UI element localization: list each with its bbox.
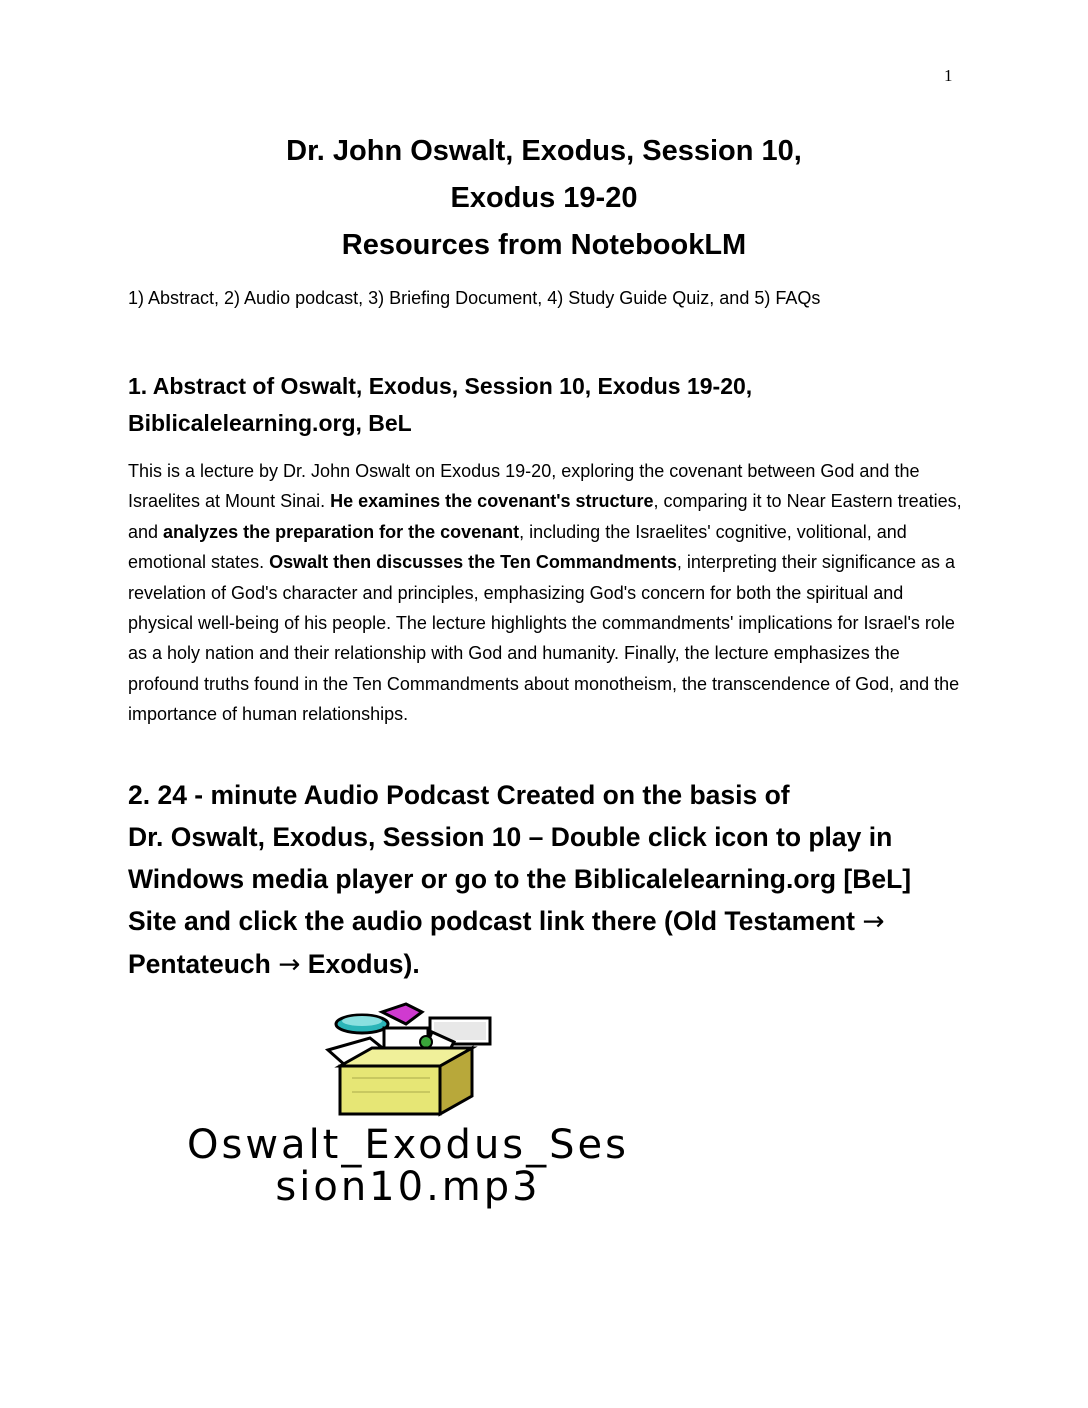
podcast-line-2: Dr. Oswalt, Exodus, Session 10 – Double click icon to play in bbox=[128, 822, 893, 852]
document-title bbox=[0, 128, 1088, 269]
abstract-text-4: , interpreting their significance as a revelation of God's character and principles, emphasizing God's concern for both the spiritual and physical well-being of his people. The lecture highlights the commandments' implications for Israel's role as a holy nation and their relationship with God and humanity. Finally, the lecture emphasizes the profound truths found in the Ten Commandments about monotheism, the transcendence of God, and the importance of human relationships. bbox=[128, 552, 960, 725]
abstract-bold-3: Oswalt then discusses the Ten Commandments bbox=[269, 552, 677, 573]
podcast-line-3: Windows media player or go to the Biblicalelearning.org [BeL] bbox=[128, 864, 912, 894]
abstract-bold-2: analyzes the preparation for the covenant bbox=[163, 521, 520, 542]
arrow-right-icon: → bbox=[278, 949, 301, 980]
abstract-heading-line-2: Biblicalelearning.org, BeL bbox=[128, 410, 412, 436]
media-file-name[interactable] bbox=[128, 1124, 688, 1208]
podcast-line-4: Site and click the audio podcast link there (Old Testament bbox=[128, 906, 863, 936]
abstract-heading bbox=[128, 368, 968, 442]
podcast-line-5b: Exodus). bbox=[300, 949, 420, 979]
abstract-bold-1: He examines the covenant's structure bbox=[330, 491, 654, 512]
abstract-text-1: This is a lecture by Dr. John Oswalt on Exodus 19-20, exploring the covenant between God and the Israelites at Mount Sinai. bbox=[128, 461, 920, 512]
podcast-heading bbox=[128, 774, 988, 986]
abstract-paragraph bbox=[128, 456, 968, 730]
arrow-right-icon: → bbox=[862, 906, 885, 937]
file-name-line-1: Oswalt_Exodus_Ses bbox=[187, 1122, 629, 1168]
page-number: 1 bbox=[944, 66, 953, 85]
title-line-3: Resources from NotebookLM bbox=[341, 229, 747, 261]
abstract-text-3: , including the Israelites' cognitive, volitional, and emotional states. bbox=[128, 521, 907, 573]
file-name-line-2: sion10.mp3 bbox=[275, 1164, 541, 1210]
title-line-2: Exodus 19-20 bbox=[450, 182, 638, 214]
abstract-text-2: , comparing it to Near Eastern treaties, and bbox=[128, 491, 962, 542]
title-line-1: Dr. John Oswalt, Exodus, Session 10, bbox=[286, 135, 802, 167]
abstract-heading-line-1: 1. Abstract of Oswalt, Exodus, Session 10, Exodus 19-20, bbox=[128, 373, 753, 399]
resources-list: 1) Abstract, 2) Audio podcast, 3) Briefing Document, 4) Study Guide Quiz, and 5) FAQs bbox=[128, 288, 821, 308]
podcast-line-1: 2. 24 - minute Audio Podcast Created on the basis of bbox=[128, 780, 790, 810]
podcast-line-5a: Pentateuch bbox=[128, 949, 279, 979]
media-package-icon[interactable] bbox=[322, 1002, 498, 1120]
